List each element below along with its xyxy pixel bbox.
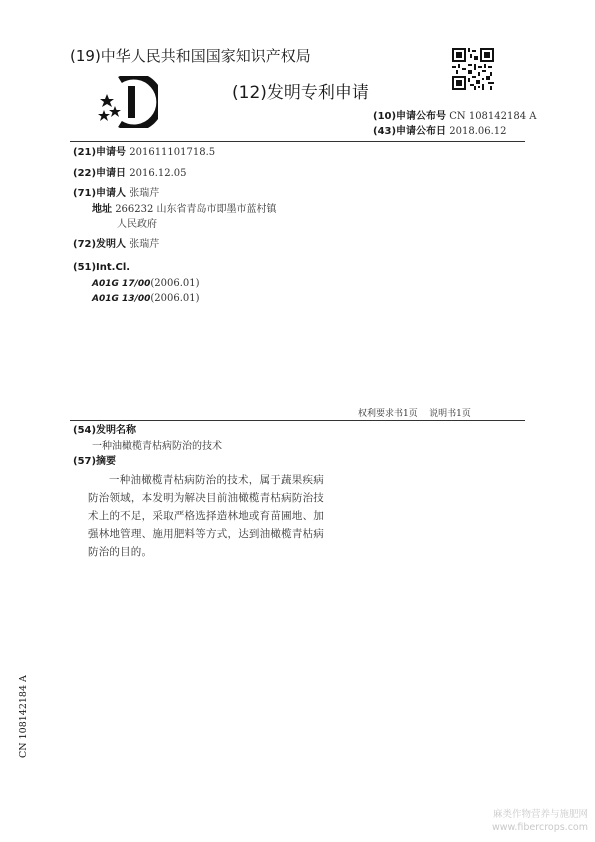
abstract-label-row xyxy=(73,455,116,469)
side-publication-number: CN 108142184 A xyxy=(18,675,29,758)
publication-date-row xyxy=(373,125,507,139)
publication-number-label: (10)申请公布号 xyxy=(373,111,447,122)
invention-title-label: (54)发明名称 xyxy=(73,425,137,436)
ipc-code-2: A01G 13/00 xyxy=(92,294,151,304)
ipc-version-1: (2006.01) xyxy=(150,278,200,289)
office-name: (19)中华人民共和国国家知识产权局 xyxy=(70,47,311,65)
invention-title-row xyxy=(92,440,222,454)
publication-date: 2018.06.12 xyxy=(449,126,507,137)
publication-number-row xyxy=(373,110,537,124)
document-type: (12)发明专利申请 xyxy=(232,83,369,103)
application-date-label: (22)申请日 xyxy=(73,168,127,179)
watermark-line-1: 麻类作物营养与施肥网 xyxy=(492,809,588,820)
abstract-body xyxy=(88,471,324,561)
ipc-version-2: (2006.01) xyxy=(150,293,200,304)
applicant-label: (71)申请人 xyxy=(73,188,127,199)
application-number-row xyxy=(73,146,215,160)
invention-title-label-row xyxy=(73,424,136,438)
address-line-2-row xyxy=(117,218,157,232)
inventor-label: (72)发明人 xyxy=(73,239,127,250)
address-line-2: 人民政府 xyxy=(117,219,157,230)
publication-number: CN 108142184 A xyxy=(449,111,537,122)
pages-note: 权利要求书1页 说明书1页 xyxy=(358,409,471,419)
application-number-label: (21)申请号 xyxy=(73,147,127,158)
applicant-row xyxy=(73,187,159,201)
application-number: 201611101718.5 xyxy=(129,147,216,158)
inventor-name: 张瑞芹 xyxy=(129,239,160,250)
watermark xyxy=(446,808,588,834)
application-date: 2016.12.05 xyxy=(129,168,187,179)
publication-date-label: (43)申请公布日 xyxy=(373,126,447,137)
section-divider xyxy=(70,420,525,421)
invention-title: 一种油橄榄青枯病防治的技术 xyxy=(92,441,222,452)
cnipa-logo xyxy=(98,76,158,128)
abstract-text: 一种油橄榄青枯病防治的技术，属于蔬果疾病防治领域，本发明为解决目前油橄榄青枯病防治技术上的不足，采取严格选择造林地或育苗圃地、加强林地管理、施用肥料等方式，达到油橄榄青枯病防治的目的。 xyxy=(88,474,324,558)
abstract-label: (57)摘要 xyxy=(73,456,117,467)
header-divider xyxy=(70,141,525,142)
intcl-label: (51)Int.Cl. xyxy=(73,262,131,273)
address-label: 地址 xyxy=(92,204,112,215)
application-date-row xyxy=(73,167,187,181)
ipc-classification-2 xyxy=(92,292,200,306)
address-row xyxy=(92,203,277,217)
inventor-row xyxy=(73,238,159,252)
watermark-line-2: www.fibercrops.com xyxy=(491,822,588,833)
ipc-code-1: A01G 17/00 xyxy=(92,279,151,289)
applicant-name: 张瑞芹 xyxy=(129,188,160,199)
qr-code xyxy=(452,48,494,90)
ipc-classification-1 xyxy=(92,277,200,291)
intcl-row xyxy=(73,261,130,275)
address-line-1: 266232 山东省青岛市即墨市蓝村镇 xyxy=(115,204,277,215)
